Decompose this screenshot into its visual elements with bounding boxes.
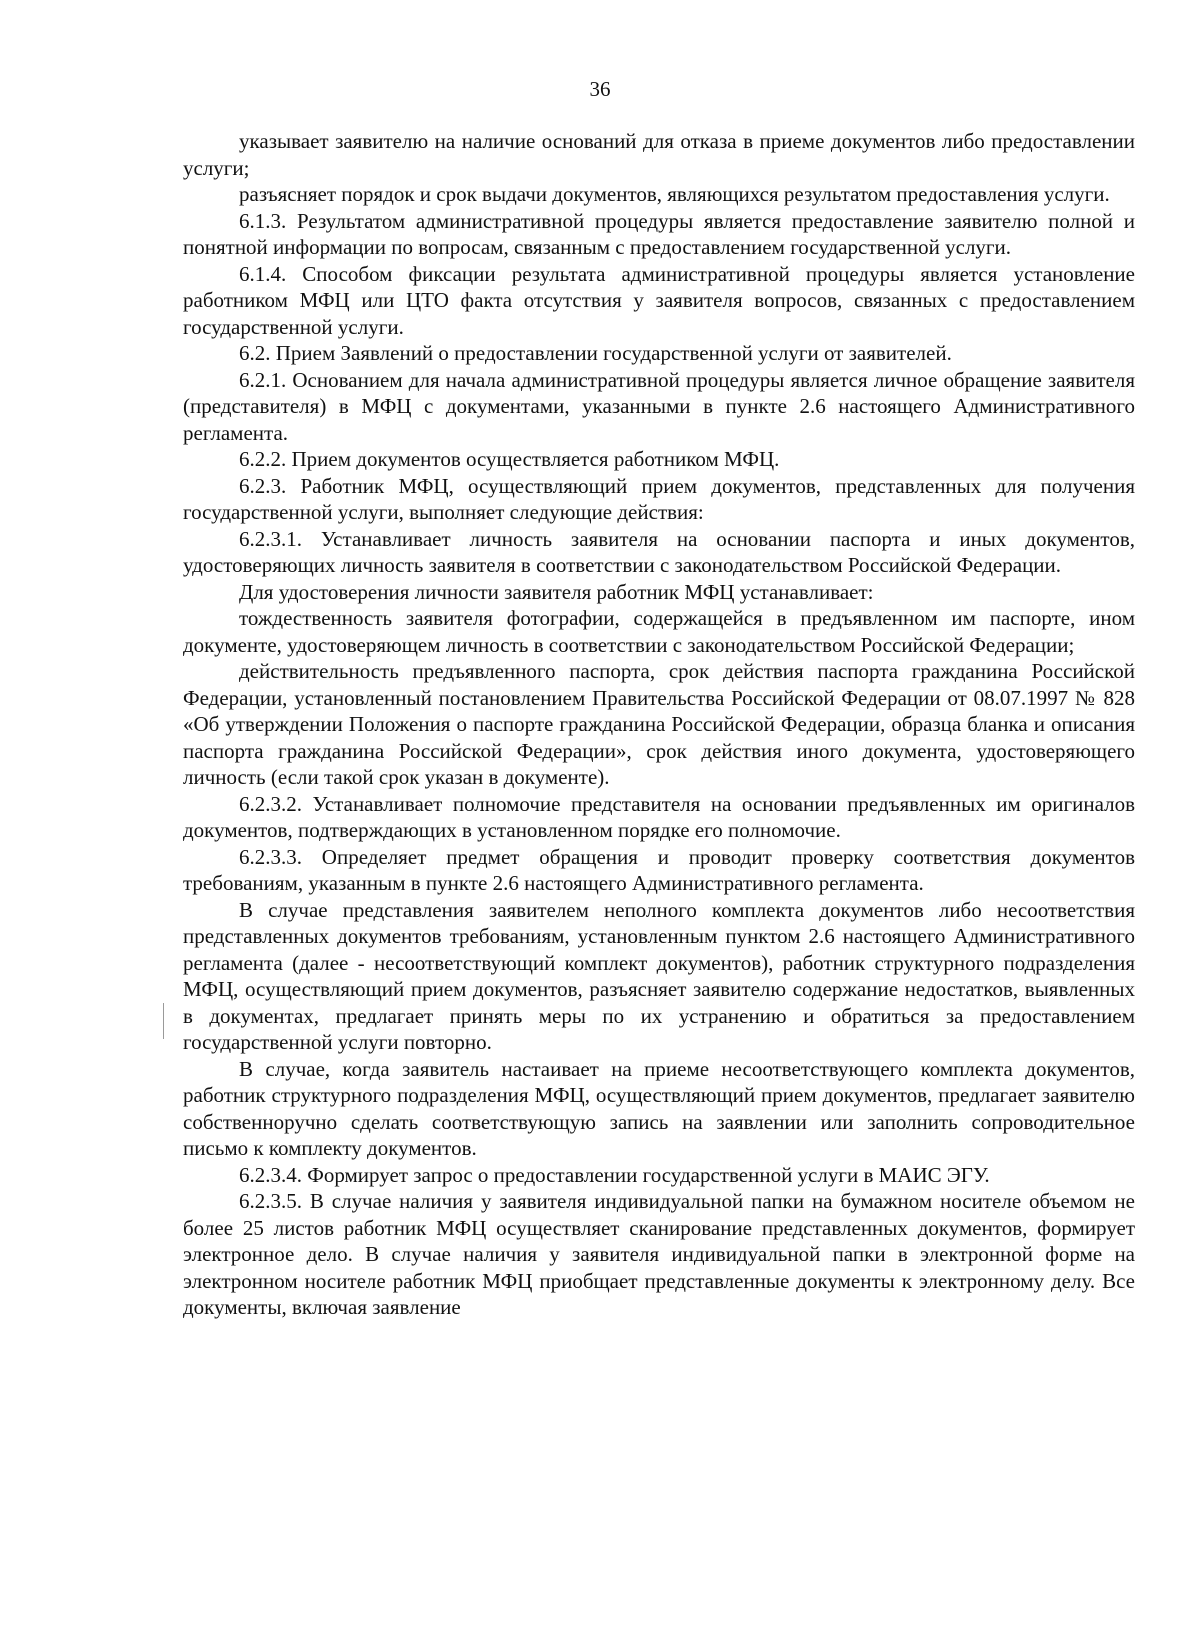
- paragraph: 6.2.3.1. Устанавливает личность заявителя на основании паспорта и иных документов, удостоверяющих личность заявителя в соответствии с законодательством Российской Федерации.: [183, 526, 1135, 577]
- document-body: [183, 128, 1135, 1321]
- paragraph: 6.2. Прием Заявлений о предоставлении государственной услуги от заявителей.: [239, 341, 952, 365]
- paragraph: указывает заявителю на наличие оснований для отказа в приеме документов либо предоставлении услуги;: [183, 129, 1135, 180]
- paragraph: 6.2.1. Основанием для начала административной процедуры является личное обращение заявителя (представителя) в МФЦ с документами, указанными в пункте 2.6 настоящего Административного регламента.: [183, 367, 1135, 445]
- paragraph: тождественность заявителя фотографии, содержащейся в предъявленном им паспорте, ином документе, удостоверяющем личность в соответствии с законодательством Российской Федерации;: [183, 606, 1135, 657]
- paragraph: В случае представления заявителем неполного комплекта документов либо несоответствия представленных документов требованиям, установленным пунктом 2.6 настоящего Административного регламента (далее - несоответствующий комплект документов), работник структурного подразделения МФЦ, осуществляющий прием документов, разъясняет заявителю содержание недостатков, выявленных в документах, предлагает принять меры по их устранению и обратиться за предоставлением государственной услуги повторно.: [183, 897, 1135, 1054]
- paragraph: 6.2.3.2. Устанавливает полномочие представителя на основании предъявленных им оригиналов документов, подтверждающих в установленном порядке его полномочие.: [183, 791, 1135, 842]
- page-number: 36: [589, 77, 611, 101]
- paragraph: 6.2.3.3. Определяет предмет обращения и проводит проверку соответствия документов требованиям, указанным в пункте 2.6 настоящего Административного регламента.: [183, 844, 1135, 895]
- paragraph: 6.2.3.5. В случае наличия у заявителя индивидуальной папки на бумажном носителе объемом не более 25 листов работник МФЦ осуществляет сканирование представленных документов, формирует электронное дело. В случае наличия у заявителя индивидуальной папки в электронной форме на электронном носителе работник МФЦ приобщает представленные документы к электронному делу. Все документы, включая заявление: [183, 1189, 1135, 1319]
- paragraph: В случае, когда заявитель настаивает на приеме несоответствующего комплекта документов, работник структурного подразделения МФЦ, осуществляющий прием документов, предлагает заявителю собственноручно сделать соответствующую запись на заявлении или заполнить сопроводительное письмо к комплекту документов.: [183, 1056, 1135, 1160]
- paragraph: 6.2.3.4. Формирует запрос о предоставлении государственной услуги в МАИС ЭГУ.: [239, 1162, 990, 1187]
- paragraph: 6.1.4. Способом фиксации результата административной процедуры является установление работником МФЦ или ЦТО факта отсутствия у заявителя вопросов, связанных с предоставлением государственной услуги.: [183, 261, 1135, 339]
- paragraph: 6.2.2. Прием документов осуществляется работником МФЦ.: [239, 447, 780, 471]
- scan-margin-mark: [163, 1003, 164, 1039]
- paragraph: разъясняет порядок и срок выдачи документов, являющихся результатом предоставления услуги.: [239, 182, 1110, 206]
- paragraph: 6.2.3. Работник МФЦ, осуществляющий прием документов, представленных для получения государственной услуги, выполняет следующие действия:: [183, 473, 1135, 524]
- paragraph: Для удостоверения личности заявителя работник МФЦ устанавливает:: [239, 579, 874, 604]
- paragraph: действительность предъявленного паспорта, срок действия паспорта гражданина Российской Федерации, установленный постановлением Правительства Российской Федерации от 08.07.1997 № 828 «Об утверждении Положения о паспорте гражданина Российской Федерации, образца бланка и описания паспорта гражданина Российской Федерации», срок действия иного документа, удостоверяющего личность (если такой срок указан в документе).: [183, 659, 1135, 789]
- paragraph: 6.1.3. Результатом административной процедуры является предоставление заявителю полной и понятной информации по вопросам, связанным с предоставлением государственной услуги.: [183, 208, 1135, 259]
